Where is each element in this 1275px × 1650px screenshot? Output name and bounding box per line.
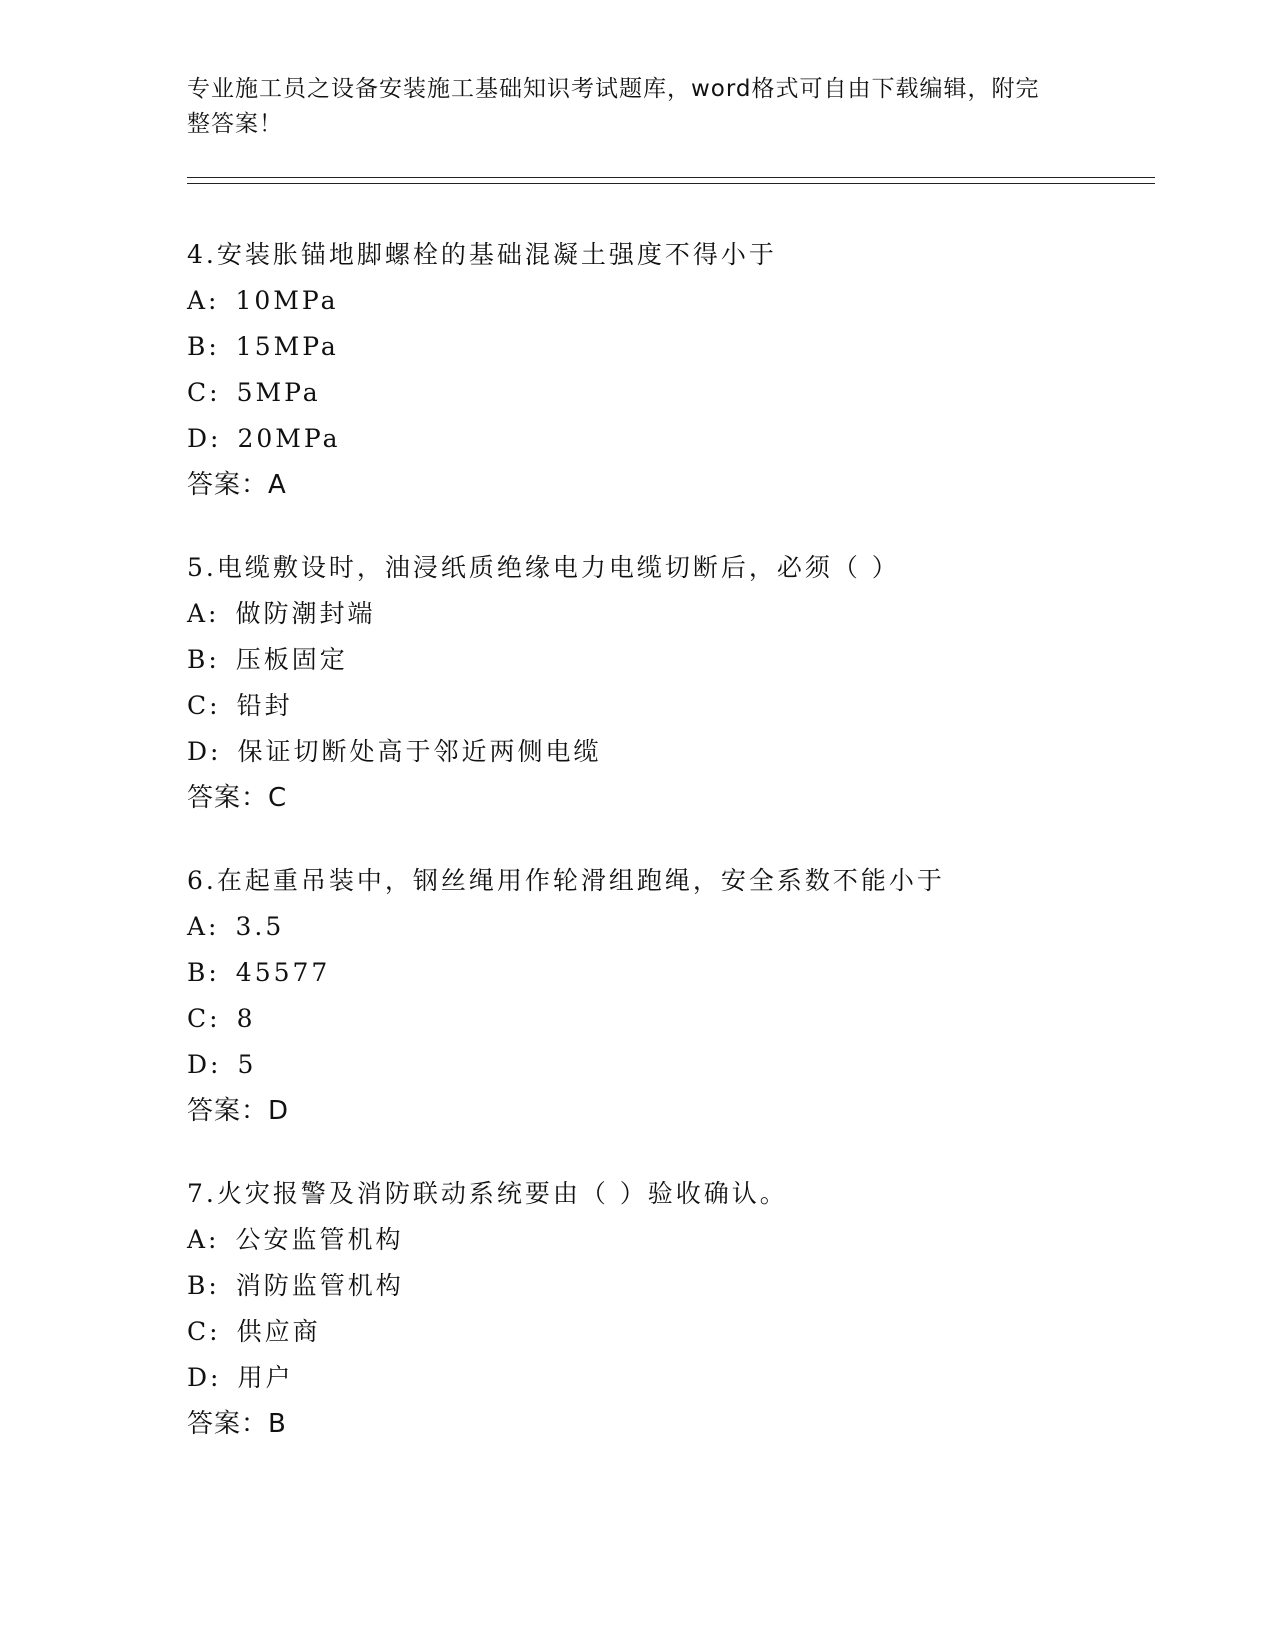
option-key: B: bbox=[187, 1271, 220, 1300]
option-text: 用户 bbox=[237, 1363, 294, 1392]
question-stem: 6.在起重吊装中，钢丝绳用作轮滑组跑绳，安全系数不能小于 bbox=[187, 866, 945, 895]
option-key: D: bbox=[187, 1363, 222, 1392]
option-key: A: bbox=[187, 1225, 220, 1254]
option-text: 10MPa bbox=[235, 286, 339, 315]
option-b bbox=[187, 950, 1187, 996]
option-text: 45577 bbox=[235, 958, 331, 987]
option-key: C: bbox=[187, 1317, 221, 1346]
option-key: C: bbox=[187, 378, 221, 407]
question-stem: 7.火灾报警及消防联动系统要由（ ）验收确认。 bbox=[187, 1179, 788, 1208]
option-text: 8 bbox=[236, 1004, 256, 1033]
answer-line: 答案：B bbox=[187, 1409, 287, 1439]
option-c bbox=[187, 996, 1187, 1042]
header-divider-top bbox=[187, 177, 1155, 178]
header-line-2: 整答案！ bbox=[187, 111, 283, 137]
option-key: D: bbox=[187, 424, 222, 453]
option-d bbox=[187, 1355, 1187, 1401]
option-text: 5MPa bbox=[236, 378, 321, 407]
option-key: A: bbox=[187, 912, 220, 941]
option-text: 铅封 bbox=[236, 691, 293, 720]
option-c bbox=[187, 1309, 1187, 1355]
option-text: 压板固定 bbox=[235, 645, 348, 674]
header-line-1: 专业施工员之设备安装施工基础知识考试题库，word格式可自由下载编辑，附完 bbox=[187, 76, 1040, 102]
option-text: 20MPa bbox=[237, 424, 341, 453]
option-key: D: bbox=[187, 737, 222, 766]
option-c bbox=[187, 370, 1187, 416]
option-text: 供应商 bbox=[236, 1317, 321, 1346]
option-key: A: bbox=[187, 599, 220, 628]
option-b bbox=[187, 1263, 1187, 1309]
option-d bbox=[187, 1042, 1187, 1088]
option-text: 公安监管机构 bbox=[235, 1225, 404, 1254]
option-key: B: bbox=[187, 958, 220, 987]
document-header bbox=[187, 72, 1067, 142]
option-a bbox=[187, 591, 1187, 637]
answer-line: 答案：A bbox=[187, 470, 287, 500]
option-d bbox=[187, 416, 1187, 462]
option-key: C: bbox=[187, 1004, 221, 1033]
option-d bbox=[187, 729, 1187, 775]
option-text: 保证切断处高于邻近两侧电缆 bbox=[237, 737, 602, 766]
question-5 bbox=[187, 545, 1187, 821]
question-7 bbox=[187, 1171, 1187, 1447]
option-text: 3.5 bbox=[235, 912, 285, 941]
answer-line: 答案：C bbox=[187, 783, 288, 813]
question-4 bbox=[187, 232, 1187, 508]
question-stem: 4.安装胀锚地脚螺栓的基础混凝土强度不得小于 bbox=[187, 240, 777, 269]
option-a bbox=[187, 1217, 1187, 1263]
option-text: 15MPa bbox=[235, 332, 339, 361]
option-c bbox=[187, 683, 1187, 729]
question-stem: 5.电缆敷设时，油浸纸质绝缘电力电缆切断后，必须（ ） bbox=[187, 553, 900, 582]
option-key: A: bbox=[187, 286, 220, 315]
option-key: C: bbox=[187, 691, 221, 720]
answer-line: 答案：D bbox=[187, 1096, 290, 1126]
option-key: B: bbox=[187, 332, 220, 361]
option-key: B: bbox=[187, 645, 220, 674]
option-b bbox=[187, 637, 1187, 683]
option-a bbox=[187, 278, 1187, 324]
header-divider-bottom bbox=[187, 183, 1155, 184]
option-key: D: bbox=[187, 1050, 222, 1079]
option-text: 消防监管机构 bbox=[235, 1271, 404, 1300]
option-text: 5 bbox=[237, 1050, 257, 1079]
option-text: 做防潮封端 bbox=[235, 599, 376, 628]
option-a bbox=[187, 904, 1187, 950]
question-6 bbox=[187, 858, 1187, 1134]
option-b bbox=[187, 324, 1187, 370]
